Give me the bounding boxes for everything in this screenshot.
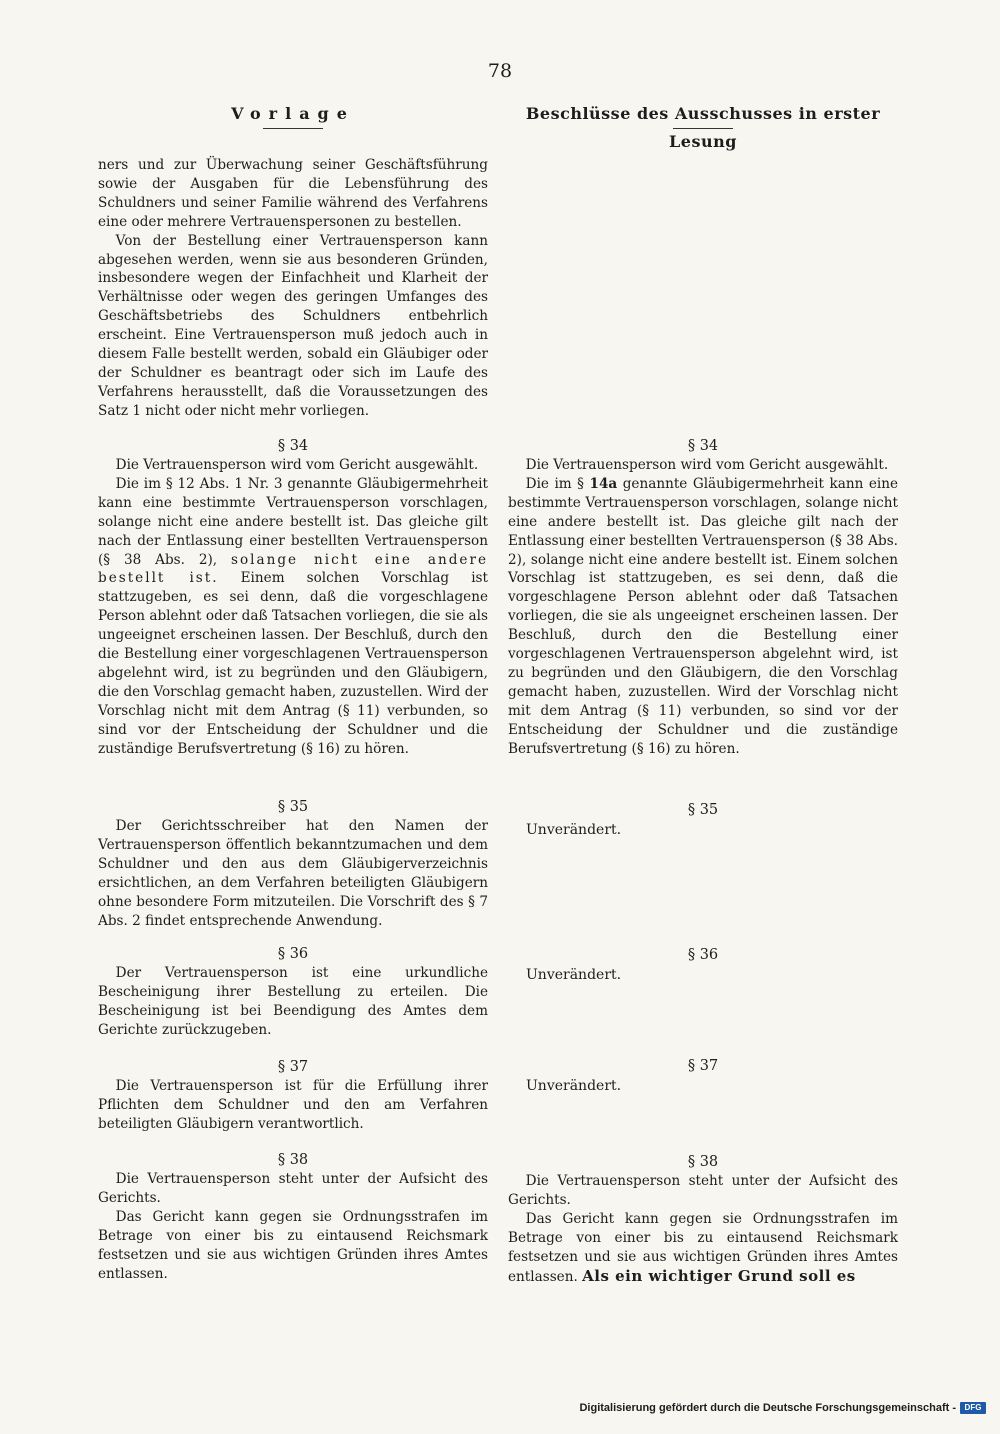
- dfg-logo-icon: DFG: [960, 1402, 986, 1414]
- right-section-37: [508, 1056, 898, 1096]
- left-s34-p2-end: Einem solchen Vorschlag ist stattzugeben, es sei denn, daß die vorgeschlagene Person ablehnt oder daß Tatsachen vorliegen, die sie als ungeeignet erscheinen lassen. Der Beschluß, durch den die Bestellung einer vorgeschlagenen Vertrauensperson abgelehnt wird, ist zu begründen und den Gläubigern, die den Vorschlag gemacht haben, zuzustellen. Wird der Vorschlag nicht mit dem Antrag (§ 11) verbunden, so sind vor der Entscheidung der Schuldner und die zuständige Berufsvertretung (§ 16) zu hören.: [98, 570, 488, 757]
- left-section-37: [98, 1057, 488, 1134]
- right-s34-p2-end: genannte Gläubigermehrheit kann eine bestimmte Vertrauensperson vorschlagen, solange nicht eine andere bestellt ist. Das gleiche gilt nach der Entlassung einer bestellten Vertrauensperson (§ 38 Abs. 2), solange nicht eine andere bestellt ist. Einem solchen Vorschlag ist stattzugeben, es sei denn, daß die vorgeschlagene Person ablehnt oder daß Tatsachen vorliegen, die sie als ungeeignet erscheinen lassen. Der Beschluß, durch den die Bestellung einer vorgeschlagenen Vertrauensperson abgelehnt wird, ist zu begründen und den Gläubigern, die den Vorschlag gemacht haben, zuzustellen. Wird der Vorschlag nicht mit dem Antrag (§ 11) verbunden, so sind vor der Entscheidung der Schuldner und die zuständige Berufsvertretung (§ 16) zu hören.: [508, 475, 899, 757]
- digitization-credit: [579, 1402, 986, 1414]
- left-heading-rule: [263, 128, 323, 129]
- right-section-35: [508, 800, 898, 840]
- right-column: [508, 100, 899, 1285]
- page-number: 78: [487, 60, 513, 82]
- right-section-35-unchanged: Unverändert.: [526, 822, 622, 838]
- right-section-36: [508, 945, 898, 985]
- right-section-37-unchanged: Unverändert.: [526, 1078, 622, 1094]
- left-section-38-title: § 38: [277, 1152, 309, 1168]
- right-s34-p2-start: Die im §: [525, 475, 584, 492]
- left-s34-p2-start: Die im § 12 Abs. 1 Nr. 3 genannte Gläubigermehrheit kann eine bestimmte Vertrauensperson vorschlagen, solange nicht eine andere bestellt ist. Das gleiche gilt nach der Entlassung einer bestellten Vertrauensperson (§ 38 Abs. 2),: [98, 475, 488, 568]
- left-section-37-title: § 37: [277, 1059, 309, 1075]
- right-column-heading: Beschlüsse des Ausschusses in erster Lesung: [525, 104, 881, 151]
- left-section-38: [98, 1150, 488, 1283]
- right-section-36-title: § 36: [687, 947, 719, 963]
- left-section-34-title: § 34: [277, 438, 309, 454]
- left-section-37-paragraph-1: Die Vertrauensperson ist für die Erfüllung ihrer Pflichten dem Schuldner und den am Verfahren beteiligten Gläubigern verantwortlich.: [98, 1078, 488, 1132]
- left-intro-paragraph-1: ners und zur Überwachung seiner Geschäftsführung sowie der Ausgaben für die Lebensführung des Schuldners und seiner Familie während des Verfahrens eine oder mehrere Vertrauenspersonen zu bestellen.: [98, 157, 488, 230]
- left-section-36: [98, 944, 488, 1040]
- left-column-heading: Vorlage: [231, 104, 355, 123]
- left-section-35-paragraph-1: Der Gerichtsschreiber hat den Namen der Vertrauensperson öffentlich bekanntzumachen und dem Schuldner und den aus dem Gläubigerverzeichnis ersichtlichen, an dem Verfahren beteiligten Gläubigern ohne besondere Form mitzuteilen. Die Vorschrift des § 7 Abs. 2 findet entsprechende Anwendung.: [98, 818, 488, 929]
- right-section-36-unchanged: Unverändert.: [526, 967, 622, 983]
- left-column: [98, 100, 488, 1282]
- right-section-38-title: § 38: [687, 1154, 719, 1170]
- right-section-34-paragraph-1: Die Vertrauensperson wird vom Gericht ausgewählt.: [525, 457, 889, 473]
- right-section-34-title: § 34: [687, 438, 719, 454]
- right-section-38: [508, 1152, 898, 1286]
- right-section-37-title: § 37: [687, 1058, 719, 1074]
- left-section-38-paragraph-1: Die Vertrauensperson steht unter der Aufsicht des Gerichts.: [98, 1171, 488, 1206]
- right-section-38-paragraph-1: Die Vertrauensperson steht unter der Aufsicht des Gerichts.: [508, 1173, 898, 1208]
- left-section-36-title: § 36: [277, 946, 309, 962]
- right-section-34-paragraph-2: [508, 475, 898, 759]
- left-section-34: [98, 436, 488, 759]
- left-section-38-paragraph-2: Das Gericht kann gegen sie Ordnungsstrafen im Betrage von einer bis zu eintausend Reichsmark festsetzen und sie aus wichtigen Gründen ihres Amtes entlassen.: [98, 1208, 488, 1282]
- left-intro-paragraph-2: Von der Bestellung einer Vertrauensperson kann abgesehen werden, wenn sie aus besonderen Gründen, insbesondere wegen der Einfachheit und Klarheit der Verhältnisse oder wegen des geringen Umfanges des Geschäftsbetriebs des Schuldners entbehrlich erscheint. Eine Vertrauensperson muß jedoch auch in diesem Falle bestellt werden, sobald ein Gläubiger oder der Schuldner es beantragt oder sich im Laufe des Verfahrens herausstellt, daß die Voraussetzungen des Satz 1 nicht oder nicht mehr vorliegen.: [98, 232, 488, 419]
- left-section-35: [98, 797, 488, 930]
- left-s34-p2-spaced: solange nicht eine andere bestellt ist.: [98, 551, 488, 587]
- left-section-35-title: § 35: [277, 799, 309, 815]
- left-section-36-paragraph-1: Der Vertrauensperson ist eine urkundliche Bescheinigung ihrer Bestellung zu erteilen. Die Bescheinigung ist bei Beendigung des Amtes dem Gerichte zurückzugeben.: [98, 965, 488, 1038]
- digitization-credit-text: Digitalisierung gefördert durch die Deutsche Forschungsgemeinschaft -: [579, 1402, 956, 1414]
- left-intro: [98, 156, 488, 421]
- right-s34-p2-bold-ref: 14a: [589, 475, 618, 492]
- right-section-34: [508, 436, 898, 759]
- right-s38-p2-text: Das Gericht kann gegen sie Ordnungsstrafen im Betrage von einer bis zu eintausend Reichsmark festsetzen und sie aus wichtigen Gründen ihres Amtes entlassen.: [508, 1210, 898, 1285]
- right-section-35-title: § 35: [687, 802, 719, 818]
- right-section-38-paragraph-2: [508, 1210, 898, 1287]
- right-s38-p2-bold-tail: Als ein wichtiger Grund soll es: [582, 1266, 856, 1285]
- left-section-34-paragraph-2: [98, 475, 488, 759]
- left-section-34-paragraph-1: Die Vertrauensperson wird vom Gericht ausgewählt.: [115, 457, 479, 473]
